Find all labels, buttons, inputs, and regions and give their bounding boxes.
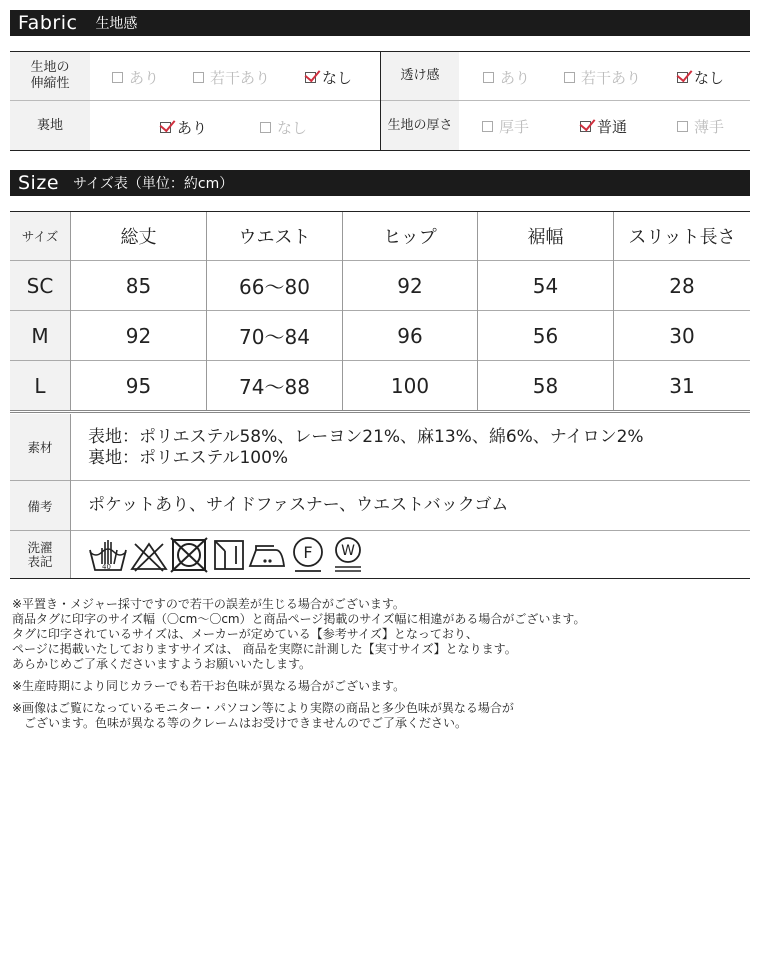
no-bleach-icon — [130, 536, 168, 574]
sheer-option-ari: あり — [483, 67, 530, 88]
checkbox-icon — [112, 72, 123, 83]
sheer-option-slight: 若干あり — [564, 67, 641, 88]
no-tumble-dry-icon — [170, 536, 208, 574]
checkbox-icon — [482, 121, 493, 132]
remarks-text: ポケットあり、サイドファスナー、ウエストバックゴム — [88, 495, 509, 515]
dry-clean-f-icon — [290, 536, 326, 574]
dry-clean-letter: F — [303, 543, 313, 562]
checkbox-icon — [260, 122, 271, 133]
table-cell: 66〜80 — [239, 275, 310, 299]
table-cell: 58 — [532, 373, 559, 398]
thickness-option-thick: 厚手 — [482, 116, 529, 137]
note-line: あらかじめご了承くださいますようお願いいたします。 — [12, 657, 312, 671]
hip-col-header: ヒップ — [383, 227, 437, 248]
lining-option-ari: あり — [160, 117, 207, 138]
thickness-label: 生地の厚さ — [387, 117, 453, 133]
thickness-option-thin: 薄手 — [677, 116, 724, 137]
note-line: 商品タグに印字のサイズ幅（〇cm〜〇cm）と商品ページ掲載のサイズ幅に相違がある場合がございます。 — [12, 612, 586, 626]
size-col-header: サイズ — [21, 229, 59, 244]
wet-clean-letter: W — [341, 543, 355, 559]
size-cell: L — [34, 373, 46, 398]
hem-col-header: 裾幅 — [527, 227, 564, 248]
checkbox-icon — [483, 72, 494, 83]
checkbox-icon — [677, 121, 688, 132]
table-cell: 56 — [532, 323, 559, 348]
table-cell: 95 — [125, 373, 152, 398]
table-cell: 30 — [669, 323, 695, 348]
table-cell: 92 — [397, 273, 423, 298]
line-dry-shade-icon — [212, 536, 246, 574]
svg-text:40: 40 — [102, 563, 111, 571]
stretch-option-slight: 若干あり — [193, 67, 270, 88]
size-cell: M — [31, 323, 49, 348]
note-line: ございます。色味が異なる等のクレームはお受けできませんのでご了承ください。 — [12, 716, 468, 730]
lining-label: 裏地 — [36, 117, 63, 133]
checkbox-icon — [193, 72, 204, 83]
waist-col-header: ウエスト — [238, 227, 311, 248]
note-line: ※生産時期により同じカラーでも若干お色味が異なる場合がございます。 — [12, 679, 406, 693]
note-line: タグに印字されているサイズは、メーカーが定めている【参考サイズ】となっており、 — [12, 627, 478, 641]
wet-clean-w-icon — [330, 536, 366, 574]
care-label: 洗濯 表記 — [27, 539, 53, 569]
material-label: 素材 — [27, 440, 53, 455]
size-header-bar — [10, 170, 750, 196]
note-line: ページに掲載いたしておりますサイズは、 商品を実際に計測した【実寸サイズ】となります。 — [12, 642, 517, 656]
slit-col-header: スリット長さ — [628, 227, 736, 248]
fabric-subtitle: 生地感 — [95, 16, 138, 32]
table-cell: 70〜84 — [239, 325, 310, 349]
checkbox-checked-icon — [677, 72, 688, 83]
checkbox-icon — [564, 72, 575, 83]
length-col-header: 総丈 — [120, 227, 157, 248]
size-subtitle: サイズ表（単位：約cm） — [73, 176, 234, 192]
table-cell: 74〜88 — [239, 375, 310, 399]
stretch-option-ari: あり — [112, 67, 159, 88]
fabric-title: Fabric — [18, 12, 78, 34]
fabric-header-bar — [10, 10, 750, 36]
hand-wash-icon — [88, 536, 128, 574]
size-title: Size — [18, 172, 60, 194]
stretch-option-none: なし — [305, 67, 352, 88]
stretch-label: 生地の 伸縮性 — [30, 60, 70, 91]
iron-low-icon — [248, 536, 286, 574]
table-cell: 100 — [390, 373, 430, 398]
table-cell: 31 — [669, 373, 695, 398]
material-text: 表地：ポリエステル58%、レーヨン21%、麻13%、綿6%、ナイロン2% 裏地：ポリエステル100% — [88, 427, 644, 468]
table-cell: 92 — [125, 323, 152, 348]
table-cell: 54 — [532, 273, 559, 298]
checkbox-checked-icon — [305, 72, 316, 83]
sheer-label: 透け感 — [400, 68, 440, 83]
table-cell: 85 — [125, 273, 152, 298]
table-cell: 28 — [669, 273, 695, 298]
table-cell: 96 — [397, 323, 423, 348]
note-line: ※平置き・メジャー採寸ですので若干の誤差が生じる場合がございます。 — [12, 597, 405, 611]
checkbox-checked-icon — [580, 121, 591, 132]
note-line: ※画像はご覧になっているモニター・パソコン等により実際の商品と多少色味が異なる場合が — [12, 701, 514, 715]
remarks-label: 備考 — [27, 498, 53, 514]
checkbox-checked-icon — [160, 122, 171, 133]
size-cell: SC — [26, 273, 54, 298]
sheer-option-none: なし — [677, 67, 724, 88]
lining-option-none: なし — [260, 117, 307, 138]
thickness-option-normal: 普通 — [580, 116, 627, 137]
